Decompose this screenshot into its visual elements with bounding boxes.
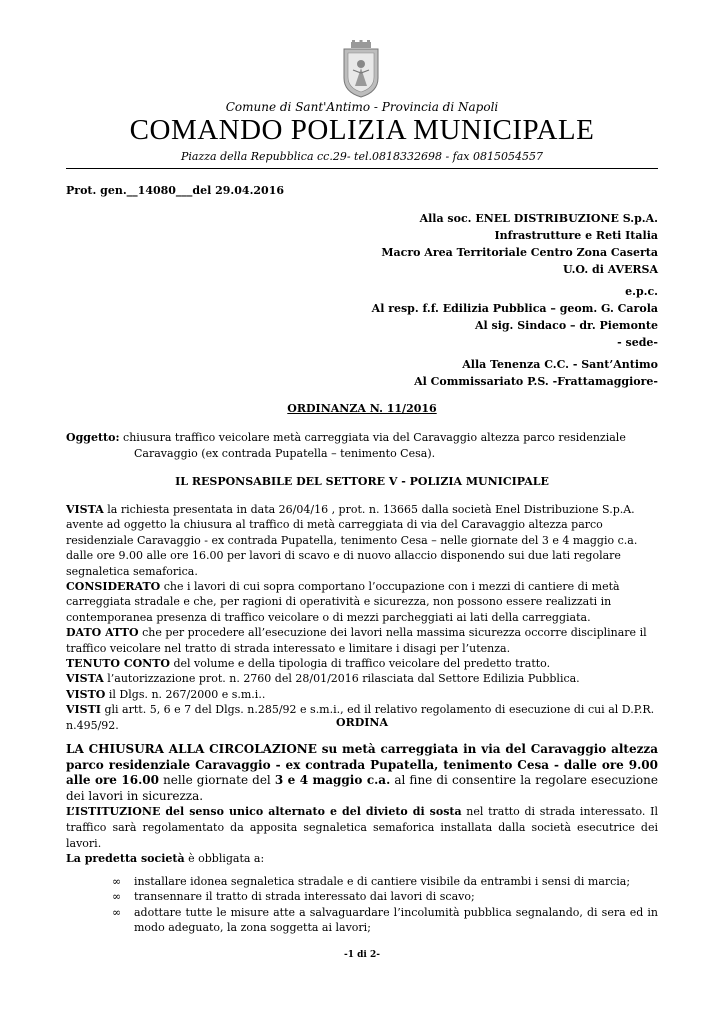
authority-heading: IL RESPONSABILE DEL SETTORE V - POLIZIA MUNICIPALE — [175, 475, 549, 488]
list-item: ∞ adottare tutte le misure atte a salvaguardare l’incolumità pubblica segnalando, di sera ed in modo adeguato, la zona soggetta ai lavori; — [112, 905, 658, 935]
list-item: ∞ transennare il tratto di strada interessato dai lavori di scavo; — [112, 890, 475, 904]
header-divider — [66, 168, 658, 169]
preamble-paragraph: TENUTO CONTO del volume e della tipologia di traffico veicolare del predetto tratto. — [66, 657, 551, 671]
epc-block — [372, 283, 658, 351]
list-item: ∞ installare idonea segnaletica stradale e di cantiere visibile da entrambi i sensi di marcia; — [112, 875, 631, 888]
epc-line: Al resp. f.f. Edilizia Pubblica – geom. G. Carola — [371, 302, 658, 315]
recipient-line: U.O. di AVERSA — [563, 263, 658, 276]
recipient-line: Infrastrutture e Reti Italia — [494, 229, 658, 242]
preamble-paragraph: VISTI gli artt. 5, 6 e 7 del Dlgs. n.285/92 e s.m.i., ed il relativo regolamento di esecuzione di cui al D.P.R. n.495/92. — [66, 703, 655, 732]
preamble-paragraph: CONSIDERATO che i lavori di cui sopra comportano l’occupazione con i mezzi di cantiere di metà carreggiata stradale e che, per ragioni di operatività e sicurezza, non possono essere realizzati in contemporanea presenza di traffico veicolare o di mezzi parcheggiati ai lati della carreggiata. — [66, 580, 620, 624]
other-recipients-block — [414, 356, 658, 390]
epc-line: Al sig. Sindaco – dr. Piemonte — [474, 319, 658, 332]
order-block — [66, 742, 658, 867]
obligations-list — [112, 874, 658, 936]
recipient-line: Alla soc. ENEL DISTRIBUZIONE S.p.A. — [419, 212, 658, 225]
preamble-paragraph: VISTA la richiesta presentata in data 26/04/16 , prot. n. 13665 dalla società Enel Distribuzione S.p.A. avente ad oggetto la chiusura al traffico di metà carreggiata di via del Caravaggio altezza parco residenziale Caravaggio - ex contrada Pupatella, tenimento Cesa – nelle giornate del 3 e 4 maggio c.a. dalle ore 9.00 alle ore 16.00 per lavori di scavo e di nuovo allaccio disponendo sui due lati regolare segnaletica semaforica. — [66, 503, 638, 578]
ordina-heading: ORDINA — [336, 716, 388, 729]
page-number: -1 di 2- — [344, 950, 380, 960]
bullet-icon: ∞ — [112, 875, 122, 888]
epc-line: e.p.c. — [625, 285, 658, 298]
order-paragraph: La predetta società è obbligata a: — [66, 852, 265, 866]
order-paragraph: L’ISTITUZIONE del senso unico alternato e del divieto di sosta nel tratto di strada interessato. Il traffico sarà regolamentato da apposita segnaletica semaforica installata dalla società esecutrice dei lavori. — [66, 805, 658, 850]
subject-label: Oggetto: — [66, 431, 120, 444]
recipients-block — [381, 210, 658, 278]
municipal-crest-icon — [341, 40, 381, 98]
recipient-line: Al Commissariato P.S. -Frattamaggiore- — [414, 375, 658, 388]
epc-line: - sede- — [617, 336, 658, 349]
preamble-block — [66, 502, 658, 733]
bullet-icon: ∞ — [112, 905, 122, 919]
preamble-paragraph: DATO ATTO che per procedere all’esecuzione dei lavori nella massima sicurezza occorre disciplinare il traffico veicolare nel tratto di strada interessato e limitare i disagi per l’utenza. — [66, 626, 647, 655]
comune-line: Comune di Sant'Antimo - Provincia di Napoli — [225, 100, 499, 114]
ordinance-title: ORDINANZA N. 11/2016 — [287, 402, 437, 415]
preamble-paragraph: VISTA l’autorizzazione prot. n. 2760 del 28/01/2016 rilasciata dal Settore Edilizia Pubblica. — [66, 672, 580, 686]
order-paragraph: LA CHIUSURA ALLA CIRCOLAZIONE su metà carreggiata in via del Caravaggio altezza parco residenziale Caravaggio - ex contrada Pupatella, tenimento Cesa - dalle ore 9.00 alle ore 16.00 nelle giornate del 3 e 4 maggio c.a. al fine di consentire la regolare esecuzione dei lavori in sicurezza. — [66, 742, 658, 803]
subject-line-1: chiusura traffico veicolare metà carreggiata via del Caravaggio altezza parco residenziale — [123, 431, 626, 444]
preamble-paragraph: VISTO il Dlgs. n. 267/2000 e s.m.i.. — [66, 687, 266, 701]
recipient-line: Alla Tenenza C.C. - Sant’Antimo — [462, 358, 658, 371]
bullet-icon: ∞ — [112, 890, 122, 904]
protocol-number: Prot. gen.__14080___del 29.04.2016 — [66, 184, 285, 197]
subject-line-2: Caravaggio (ex contrada Pupatella – tenimento Cesa). — [134, 447, 436, 460]
recipient-line: Macro Area Territoriale Centro Zona Caserta — [381, 246, 658, 259]
page-title: COMANDO POLIZIA MUNICIPALE — [129, 114, 595, 146]
subject-block — [66, 430, 658, 462]
address-line: Piazza della Repubblica cc.29- tel.0818332698 - fax 0815054557 — [180, 150, 543, 163]
